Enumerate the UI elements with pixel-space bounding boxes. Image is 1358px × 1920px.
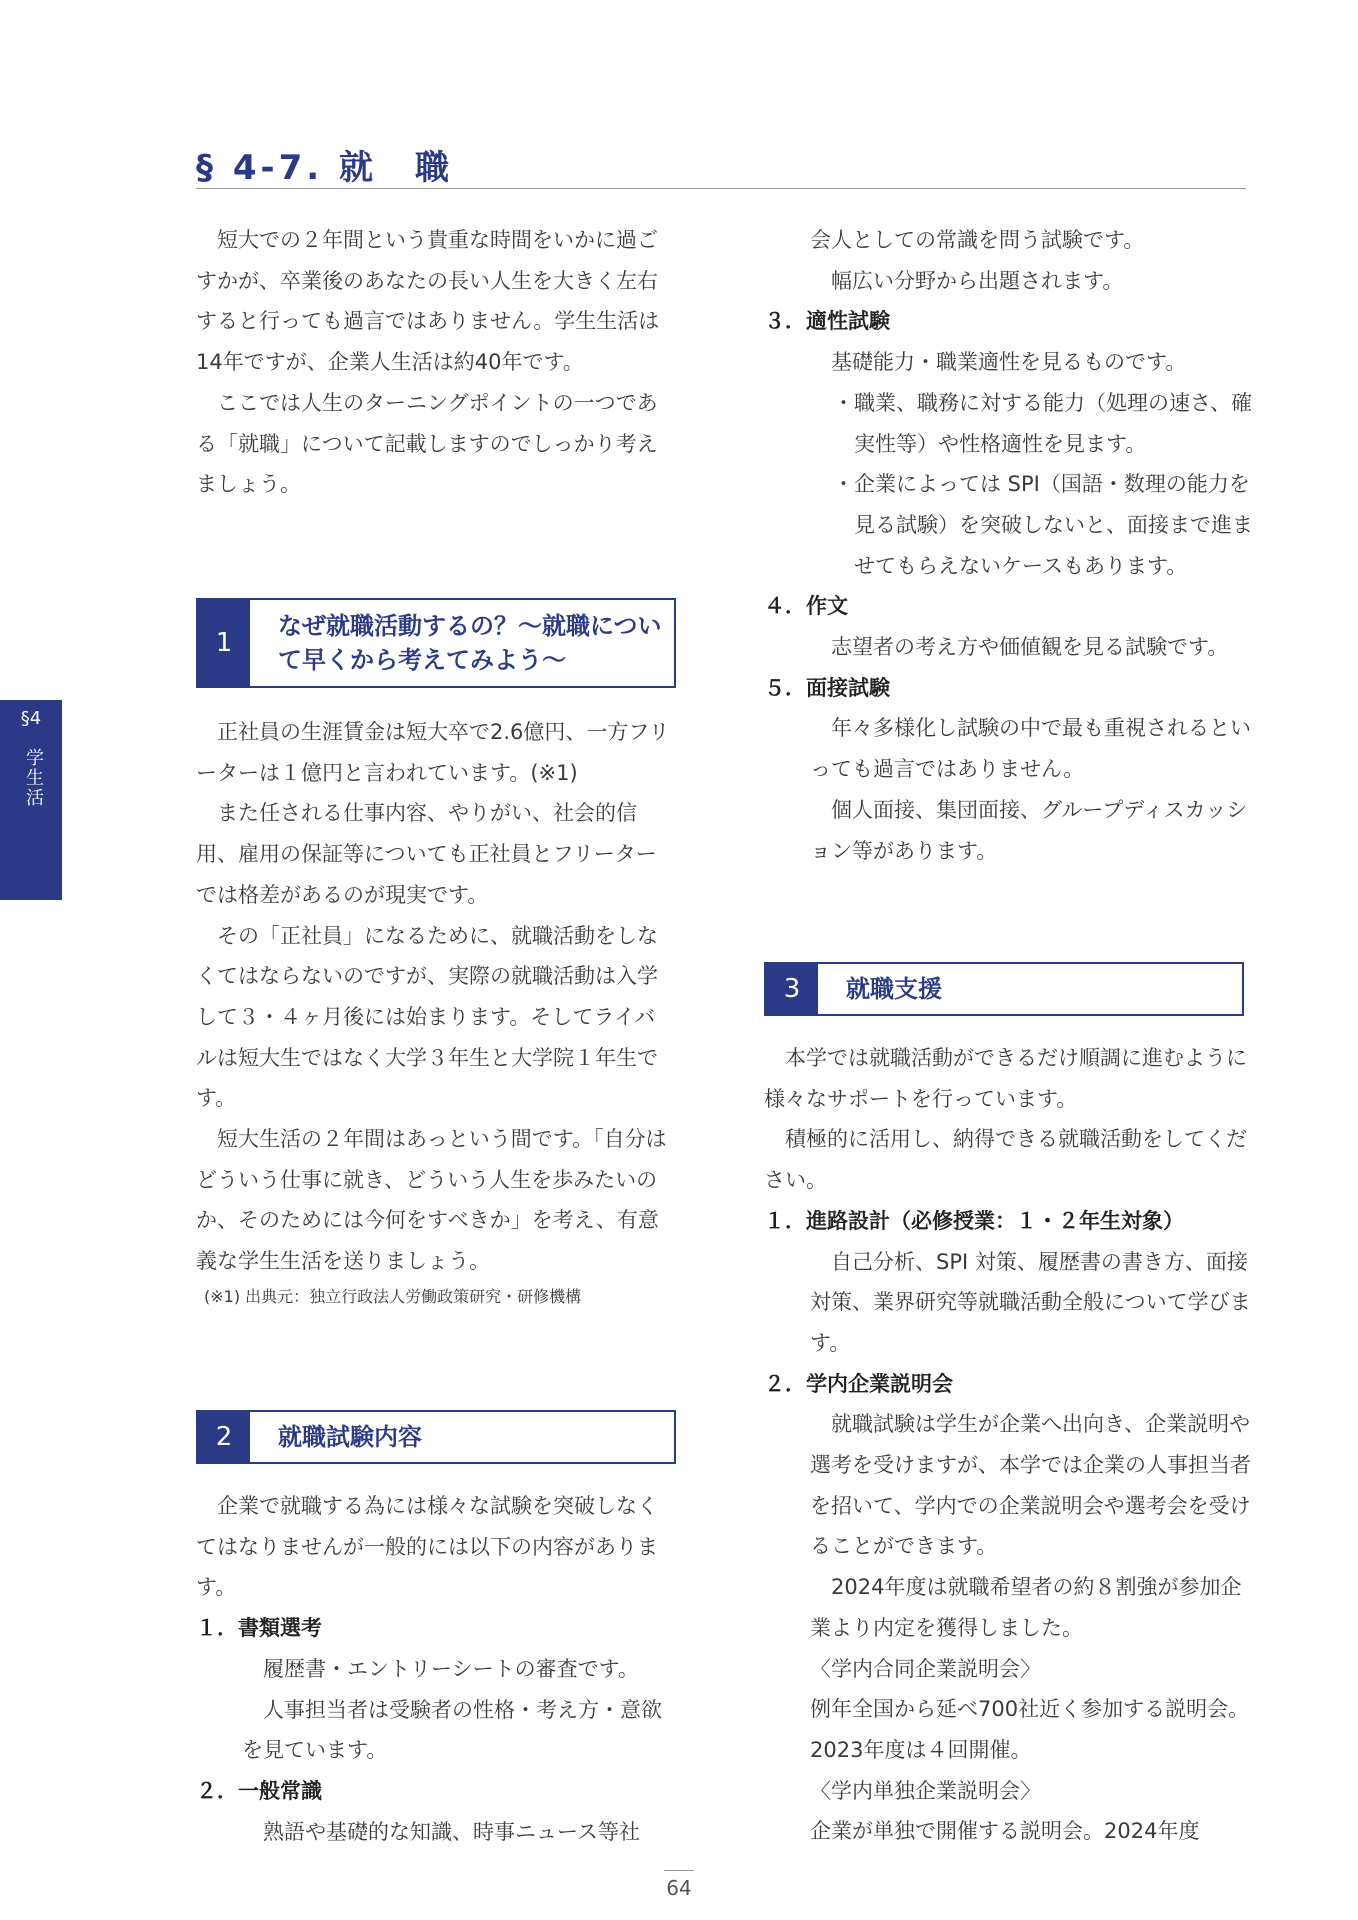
section-1-paragraph: また任される仕事内容、やりがい、社会的信用、雇用の保証等についても正社員とフリーターでは格差があるのが現実です。 [196, 801, 657, 907]
exam-item-text: 志望者の考え方や価値観を見る試験です。 [831, 635, 1229, 660]
support-item-text: 例年全国から延べ700社近く参加する説明会。2023年度は４回開催。 [810, 1697, 1250, 1762]
exam-item-text: 会人としての常識を問う試験です。 [810, 228, 1145, 252]
exam-bullet: ・職業、職務に対する能力（処理の速さ、確実性等）や性格適性を見ます。 [833, 390, 1253, 456]
section-2-heading: 就職試験内容 [278, 1423, 422, 1451]
exam-bullet: ・企業によっては SPI（国語・数理の能力を見る試験）を突破しないと、面接まで進ませてもらえないケースもあります。 [833, 472, 1253, 578]
section-2-number: 2 [198, 1412, 250, 1462]
section-2-intro: 企業で就職する為には様々な試験を突破しなくてはなりませんが一般的には以下の内容があります。 [196, 1494, 658, 1600]
intro-text [196, 220, 676, 505]
section-3-paragraph: 積極的に活用し、納得できる就職活動をしてください。 [764, 1127, 1247, 1193]
page-number-rule [664, 1870, 694, 1871]
exam-item-text: 基礎能力・職業適性を見るものです。 [831, 350, 1187, 375]
section-2-body [196, 1486, 676, 1852]
support-subheading: 〈学内合同企業説明会〉 [810, 1656, 1041, 1681]
exam-item-title: ２．一般常識 [196, 1778, 322, 1803]
exam-item-text: 履歴書・エントリーシートの審査です。 [263, 1656, 639, 1681]
section-3-heading-box [764, 962, 1244, 1016]
section-3-body [764, 1038, 1254, 1852]
section-3-number: 3 [766, 964, 818, 1014]
section-1-body [196, 712, 676, 1312]
page-number: 64 [666, 1876, 692, 1900]
section-1-paragraph: その「正社員」になるために、就職活動をしなくてはならないのですが、実際の就職活動は入学して３・４ヶ月後には始まります。そしてライバルは短大生ではなく大学３年生と大学院１年生です。 [196, 923, 658, 1111]
section-1-heading: なぜ就職活動するの？〜就職について早くから考えてみよう〜 [278, 612, 662, 674]
exam-item-text: 熟語や基礎的な知識、時事ニュース等社 [263, 1819, 640, 1844]
exam-item-text: 幅広い分野から出題されます。 [831, 268, 1124, 293]
support-item-text: 自己分析、SPI 対策、履歴書の書き方、面接対策、業界研究等就職活動全般について学びます。 [810, 1249, 1251, 1355]
exam-item-text: 年々多様化し試験の中で最も重視されるといっても過言ではありません。 [810, 716, 1251, 782]
section-1-number: 1 [198, 600, 250, 686]
intro-paragraph: ここでは人生のターニングポイントの一つである「就職」について記載しますのでしっかり考えましょう。 [196, 390, 658, 497]
page-title: § 4-7. 就 職 [196, 148, 454, 188]
side-tab-section: §4 [20, 708, 42, 729]
section-1-paragraph: 正社員の生涯賃金は短大卒で2.6億円、一方フリーターは１億円と言われています。(※1) [196, 720, 670, 785]
section-1-paragraph: 短大生活の２年間はあっという間です。「自分はどういう仕事に就き、どういう人生を歩みたいのか、そのためには今何をすべきか」を考え、有意義な学生生活を送りましょう。 [196, 1127, 667, 1274]
section-3-heading: 就職支援 [846, 975, 942, 1003]
support-item-text: 就職試験は学生が企業へ出向き、企業説明や選考を受けますが、本学では企業の人事担当者を招いて、学内での企業説明会や選考会を受けることができます。 [810, 1412, 1251, 1559]
exam-item-title: ４．作文 [764, 594, 848, 619]
exam-item-title: １．書類選考 [196, 1616, 322, 1641]
side-tab-label: 学生活 [23, 748, 44, 808]
exam-item-title: ５．面接試験 [764, 675, 890, 700]
intro-paragraph: 短大での２年間という貴重な時間をいかに過ごすかが、卒業後のあなたの長い人生を大きく左右すると行っても過言ではありません。学生生活は14年ですが、企業人生活は約40年です。 [196, 228, 660, 375]
exam-item-text: 人事担当者は受験者の性格・考え方・意欲を見ています。 [242, 1697, 662, 1763]
exam-items-continued [764, 220, 1254, 871]
exam-item-title: ３．適性試験 [764, 309, 890, 334]
section-3-paragraph: 本学では就職活動ができるだけ順調に進むように様々なサポートを行っています。 [764, 1046, 1247, 1111]
support-subheading: 〈学内単独企業説明会〉 [810, 1778, 1041, 1803]
support-item-title: １．進路設計（必修授業：１・２年生対象） [764, 1208, 1184, 1233]
source-note: (※1) 出典元：独立行政法人労働政策研究・研修機構 [204, 1286, 582, 1306]
support-item-title: ２．学内企業説明会 [764, 1371, 953, 1396]
exam-item-text: 個人面接、集団面接、グループディスカッション等があります。 [810, 797, 1248, 863]
title-divider [196, 188, 1246, 189]
section-1-heading-box [196, 598, 676, 688]
support-item-text: 企業が単独で開催する説明会。2024年度 [810, 1819, 1200, 1844]
section-2-heading-box [196, 1410, 676, 1464]
section-side-tab [0, 700, 62, 900]
support-item-text: 2024年度は就職希望者の約８割強が参加企業より内定を獲得しました。 [810, 1575, 1242, 1640]
